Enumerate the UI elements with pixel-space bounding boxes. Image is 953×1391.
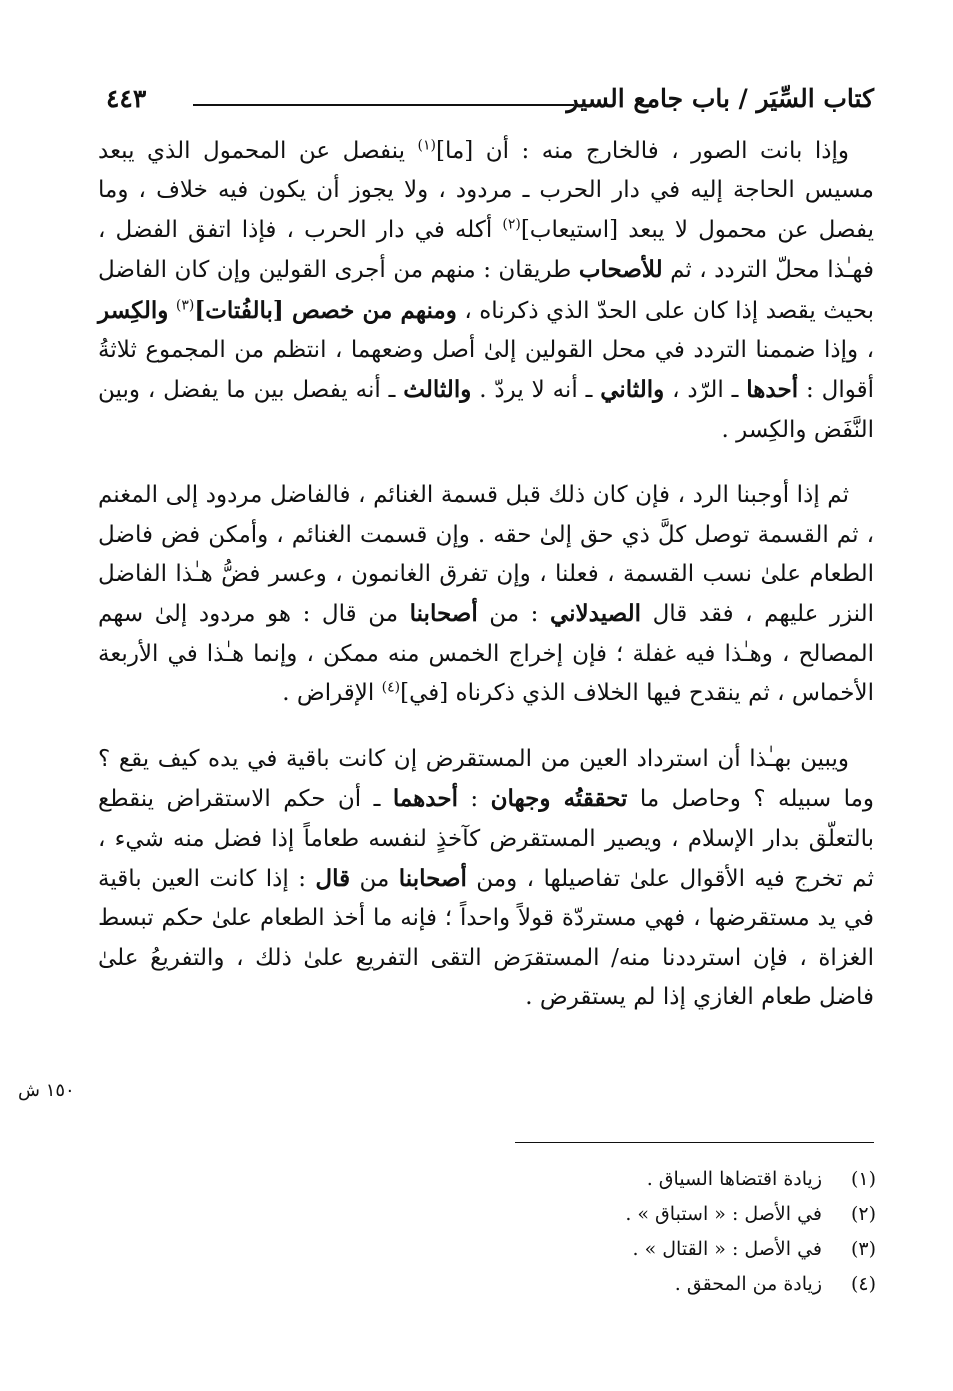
footnote-item — [476, 1197, 876, 1232]
footnote-item — [476, 1267, 876, 1302]
footnote-text: في الأصل : « القتال » . — [632, 1238, 822, 1260]
running-header — [98, 78, 874, 128]
header-rule — [193, 104, 574, 106]
footnote-ref: (١) — [417, 137, 436, 154]
text-run: ـ أن حكم الاستقراض ينقطع بالتعلّق بدار الإسلام ، ويصير المستقرض كآخذٍ لنفسه طعاماً إذا فضل منه شيء ، ثم تخرج فيه الأقوال علىٰ تفاصيلها ، ومن — [98, 786, 875, 892]
footnote-ref: (٣) — [175, 296, 195, 313]
text-run: ويبين بهـٰذا أن استرداد العين من المستقرض إن كانت باقية في يده كيف يقع ؟ وما سبيله ؟ وحاصل ما — [98, 745, 874, 813]
text-run: : من — [477, 601, 550, 628]
text-run: ـ أنه لا يردّ . — [471, 377, 601, 404]
text-run: : إذا كانت العين باقية في يد مستقرضها ، فهي مستردّة قولاً واحداً ؛ فإنه ما أخذ الطعام علىٰ حكم تبسط الغزاة ، فإن استرددنا منه/ المستقرَض التقى التفريع علىٰ ذلك ، والتفريعُ علىٰ فاضل طعام الغازي إذا لم يستقرض . — [98, 865, 874, 1011]
bold-term: للأصحاب — [578, 256, 663, 284]
bold-term: ومنهم من خصص [بالفُتات] — [194, 296, 457, 324]
manuscript-folio-note: ١٥٠ ش — [18, 1080, 75, 1101]
text-run: ثم إذا أوجبنا الرد ، فإن كان ذلك قبل قسمة الغنائم ، فالفاضل مردود إلى المغنم ، ثم القسمة توصل كلَّ ذي حق إلىٰ حقه . وإن قسمت الغنائم ، وأمكن فض فاضل الطعام علىٰ نسب القسمة ، فعلنا ، وإن تفرق الغانمون ، وعسر فضُّ هـٰذا الفاضل النزر عليهم ، فقد قال — [98, 482, 874, 628]
footnote-ref: (٢) — [502, 216, 521, 233]
bold-term: تحققتُه وجهان — [490, 785, 628, 813]
bold-term: الصيدلاني — [549, 600, 642, 628]
text-run: : — [457, 786, 491, 813]
text-run — [168, 298, 176, 324]
footnote-text: زيادة من المحقق . — [674, 1273, 822, 1295]
footnotes — [476, 1162, 876, 1302]
text-run: ينفصل عن المحمول الذي يبعد مسيس الحاجة إليه في دار الحرب ـ مردود ، ولا يجوز أن يكون فيه خلاف ، وما يفصل عن محمول لا يبعد [استيعاب] — [98, 138, 874, 243]
paragraph-2 — [98, 476, 874, 713]
bold-term: والثالث — [403, 376, 472, 404]
text-run: طريقان : منهم من أجرى القولين وإن كان الفاضل بحيث يقصد إذا كان على الحدّ الذي ذكرناه ، — [98, 257, 875, 324]
bold-term: والكِسر — [98, 296, 169, 324]
footnote-number: (٢) — [850, 1203, 876, 1225]
bold-term: أصحابنا — [409, 600, 478, 628]
text-run: ـ الرّد ، — [664, 377, 747, 404]
footnote-number: (٣) — [850, 1238, 876, 1260]
text-run: ـ أنه يفصل بين ما يفضل ، وبين النَّفَض والكِسر . — [98, 377, 874, 443]
text-run: من — [350, 865, 399, 892]
text-run: أكله في دار الحرب ، فإذا اتفق الفضل ، فهـٰذا محلّ التردد ، ثم — [98, 216, 874, 284]
footnote-number: (١) — [850, 1168, 876, 1190]
bold-term: والثاني — [600, 376, 665, 404]
footnote-item — [476, 1232, 876, 1267]
text-run: ، وإذا ضممنا التردد في محل القولين إلىٰ أصل وضعهما ، انتظم من المجموع ثلاثةُ أقوال : — [98, 337, 874, 404]
footnote-number: (٤) — [850, 1273, 876, 1295]
bold-term: أحدهما — [392, 785, 458, 813]
running-header-title: كتاب السِّيَر / باب جامع السير — [566, 84, 874, 113]
footnote-item — [476, 1162, 876, 1197]
paragraph-3 — [98, 740, 874, 1018]
footnote-text: في الأصل : « استباق » . — [625, 1203, 822, 1225]
paragraph-1 — [98, 132, 874, 450]
footnote-divider — [515, 1142, 874, 1143]
page-number: ٤٤٣ — [106, 84, 147, 113]
footnote-text: زيادة اقتضاها السياق . — [646, 1168, 822, 1190]
bold-term: قال — [315, 864, 351, 892]
footnote-ref: (٤) — [381, 679, 401, 696]
text-run: الإقراض . — [282, 680, 382, 707]
bold-term: أحدها — [746, 376, 799, 404]
text-run: وإذا بانت الصور ، فالخارج منه : أن [ما] — [435, 138, 850, 164]
text-run: من قال : هو مردود إلىٰ سهم المصالح ، وهـٰذا فيه غفلة ؛ فإن إخراج الخمس منه ممكن ، وإنما هـٰذا في الأربعة الأخماس ، ثم ينقدح فيها الخلاف الذي ذكرناه [في] — [98, 601, 874, 707]
main-text — [98, 132, 874, 1018]
bold-term: أصحابنا — [398, 864, 467, 892]
